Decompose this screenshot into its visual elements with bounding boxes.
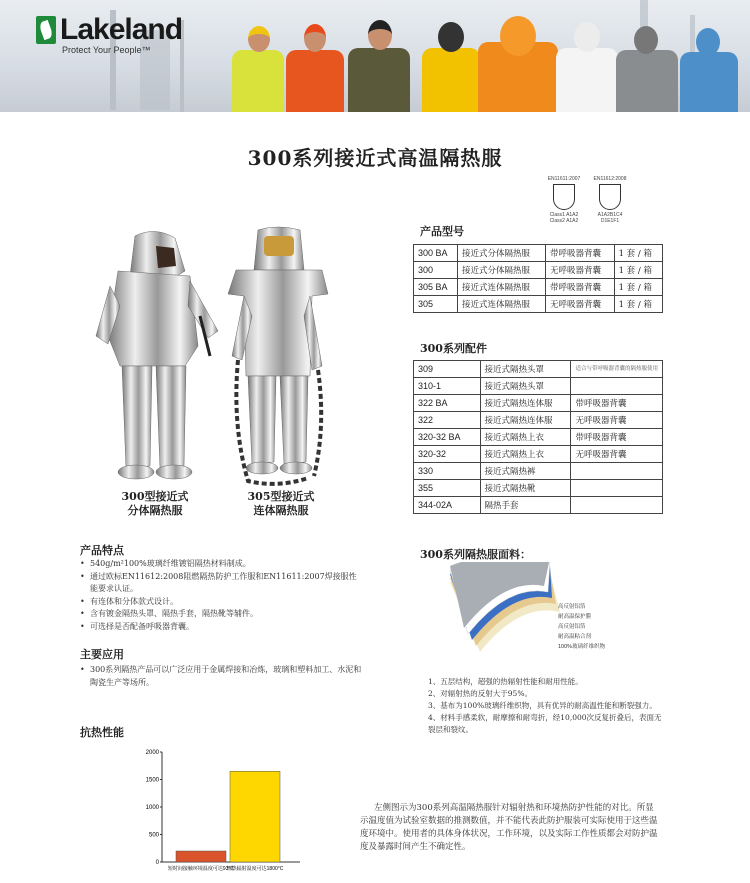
table-cell: 接近式隔热头罩	[480, 361, 571, 378]
list-item: 1、五层结构，超强的热辐射性能和耐用性能。	[428, 677, 583, 686]
coverall-suit-illustration	[218, 226, 338, 488]
table-row	[414, 463, 663, 480]
table-cell: 接近式隔热连体服	[480, 395, 571, 412]
features-list	[80, 558, 362, 633]
table-cell: 310-1	[414, 378, 481, 395]
y-tick-label: 0	[155, 860, 159, 866]
table-row	[414, 480, 663, 497]
list-item: • 可选择是否配备呼吸器背囊。	[80, 621, 362, 634]
table-cell: 1 套 / 箱	[614, 279, 662, 296]
table-row	[414, 412, 663, 429]
fabric-layers-illustration	[440, 562, 560, 662]
table-cell: 带呼吸器背囊	[571, 429, 663, 446]
worker-figure	[478, 16, 558, 112]
fabric-layer-label: 高反射铝箔	[558, 604, 586, 610]
table-cell: 接近式隔热连体服	[480, 412, 571, 429]
table-cell: 接近式隔热靴	[480, 480, 571, 497]
table-cell: 无呼吸器背囊	[546, 262, 615, 279]
table-cell	[571, 378, 663, 395]
table-cell: 1 套 / 箱	[614, 245, 662, 262]
table-cell	[571, 480, 663, 497]
table-cell: 带呼吸器背囊	[546, 245, 615, 262]
table-cell: 1 套 / 箱	[614, 296, 662, 313]
table-row	[414, 378, 663, 395]
table-cell: 344-02A	[414, 497, 481, 514]
applications-list	[80, 664, 362, 689]
table-cell: 接近式分体隔热服	[458, 262, 546, 279]
table-cell: 320-32	[414, 446, 481, 463]
y-tick-label: 2000	[145, 750, 159, 756]
table-cell: 接近式连体隔热服	[458, 279, 546, 296]
worker-figure	[232, 26, 284, 112]
y-tick-label: 1500	[145, 777, 159, 784]
table-cell: 1 套 / 箱	[614, 262, 662, 279]
table-cell: 300	[414, 262, 458, 279]
cert-en11612: EN11612:2008 A1A2B1C4 D1E1F1	[593, 176, 627, 224]
worker-figure	[286, 24, 344, 112]
table-cell: 无呼吸器背囊	[571, 412, 663, 429]
fabric-layer-label: 耐高温粘合剂	[558, 634, 592, 640]
fabric-heading: 300系列隔热服面料：	[420, 548, 531, 561]
list-item: 3、基布为100%玻璃纤维织物，具有优异的耐高温性能和断裂强力。	[428, 701, 657, 710]
table-cell: 接近式隔热上衣	[480, 446, 571, 463]
split-suit-caption: 300型接近式 分体隔热服	[121, 490, 189, 517]
table-row	[414, 245, 663, 262]
worker-figure	[422, 22, 480, 112]
table-cell: 适合与带呼吸器背囊的隔热服使用	[571, 361, 663, 378]
table-cell: 接近式隔热头罩	[480, 378, 571, 395]
table-cell	[571, 463, 663, 480]
leaf-icon	[36, 16, 56, 44]
table-cell: 隔热手套	[480, 497, 571, 514]
table-cell	[571, 497, 663, 514]
bar	[230, 771, 280, 862]
page-title: 300系列接近式高温隔热服	[247, 146, 503, 170]
brand-name: Lakeland	[60, 13, 183, 46]
fabric-layer-label: 高反射铝箔	[558, 624, 586, 630]
header-banner	[0, 0, 750, 112]
table-row	[414, 497, 663, 514]
table-row	[414, 296, 663, 313]
table-row	[414, 361, 663, 378]
fabric-layer-label: 耐高温保护膜	[558, 614, 592, 620]
worker-figure	[680, 28, 738, 112]
coverall-suit-caption: 305型接近式 连体隔热服	[247, 490, 315, 517]
table-cell: 接近式隔热上衣	[480, 429, 571, 446]
table-cell: 305	[414, 296, 458, 313]
accessories-table	[413, 360, 663, 514]
models-heading: 产品型号	[420, 225, 464, 238]
fabric-layer-label: 100%玻璃纤维织物	[558, 644, 606, 650]
table-cell: 330	[414, 463, 481, 480]
list-item: 4、材料手感柔软，耐摩擦和耐弯折，经10,000次反复折叠后，表面无裂层和裂纹。	[428, 713, 662, 734]
table-cell: 无呼吸器背囊	[546, 296, 615, 313]
list-item: • 300系列隔热产品可以广泛应用于金属焊接和冶炼，玻璃和塑料加工、水泥和陶瓷生产等场所。	[80, 664, 362, 689]
y-tick-label: 1000	[145, 805, 159, 811]
table-cell: 接近式连体隔热服	[458, 296, 546, 313]
cert-en11611: EN11611:2007 Class1 A1A2 Class2 A1A2	[547, 176, 581, 224]
models-table	[413, 244, 663, 313]
chart-note: 左侧图示为300系列高温隔热服针对辐射热和环境热防护性能的对比。所显示温度值为试验室数据的推测数值，并不能代表此防护服装可实际使用于这些温度环境中。使用者的具体身体状况，工作环境，以及实际工作性质都会对防护温度及暴露时间产生不确定性。	[360, 803, 658, 852]
table-cell: 带呼吸器背囊	[546, 279, 615, 296]
chart-title: 抗热性能	[80, 726, 124, 739]
shield-welding-icon	[553, 184, 575, 210]
table-cell: 322 BA	[414, 395, 481, 412]
list-item: 2、对辐射热的反射大于95%。	[428, 689, 532, 698]
table-row	[414, 262, 663, 279]
table-cell: 322	[414, 412, 481, 429]
bar	[176, 851, 226, 862]
table-row	[414, 279, 663, 296]
table-cell: 309	[414, 361, 481, 378]
table-cell: 355	[414, 480, 481, 497]
x-tick-label: 短时间接触环境温度可达93°C	[167, 866, 235, 872]
table-cell: 300 BA	[414, 245, 458, 262]
table-row	[414, 429, 663, 446]
list-item: • 含有镀金隔热头罩、隔热手套，隔热靴等辅件。	[80, 608, 362, 621]
table-cell: 305 BA	[414, 279, 458, 296]
worker-figure	[556, 22, 618, 112]
table-cell: 接近式隔热裤	[480, 463, 571, 480]
worker-figure	[616, 26, 678, 112]
list-item: • 540g/m²100%玻璃纤维镀铝隔热材料制成。	[80, 558, 362, 571]
fabric-points	[428, 676, 668, 736]
accessories-heading: 300系列配件	[420, 342, 487, 355]
shield-flame-icon	[599, 184, 621, 210]
table-row	[414, 395, 663, 412]
y-tick-label: 500	[148, 832, 159, 839]
table-cell: 320-32 BA	[414, 429, 481, 446]
table-cell: 带呼吸器背囊	[571, 395, 663, 412]
table-cell: 接近式分体隔热服	[458, 245, 546, 262]
worker-figure	[348, 20, 410, 112]
split-suit-illustration	[90, 226, 220, 486]
list-item: • 通过欧标EN11612:2008阻燃隔热防护工作服和EN11611:2007焊接服性能要求认证。	[80, 571, 362, 596]
brand-tagline: Protect Your People™	[62, 45, 151, 55]
x-tick-label: 短热辐射温度可达1800°C	[226, 866, 284, 872]
features-heading: 产品特点	[80, 544, 124, 557]
heat-resistance-chart	[140, 748, 310, 878]
table-row	[414, 446, 663, 463]
applications-heading: 主要应用	[80, 648, 124, 661]
brand-logo	[36, 13, 183, 46]
table-cell: 无呼吸器背囊	[571, 446, 663, 463]
list-item: • 有连体和分体款式设计。	[80, 596, 362, 609]
